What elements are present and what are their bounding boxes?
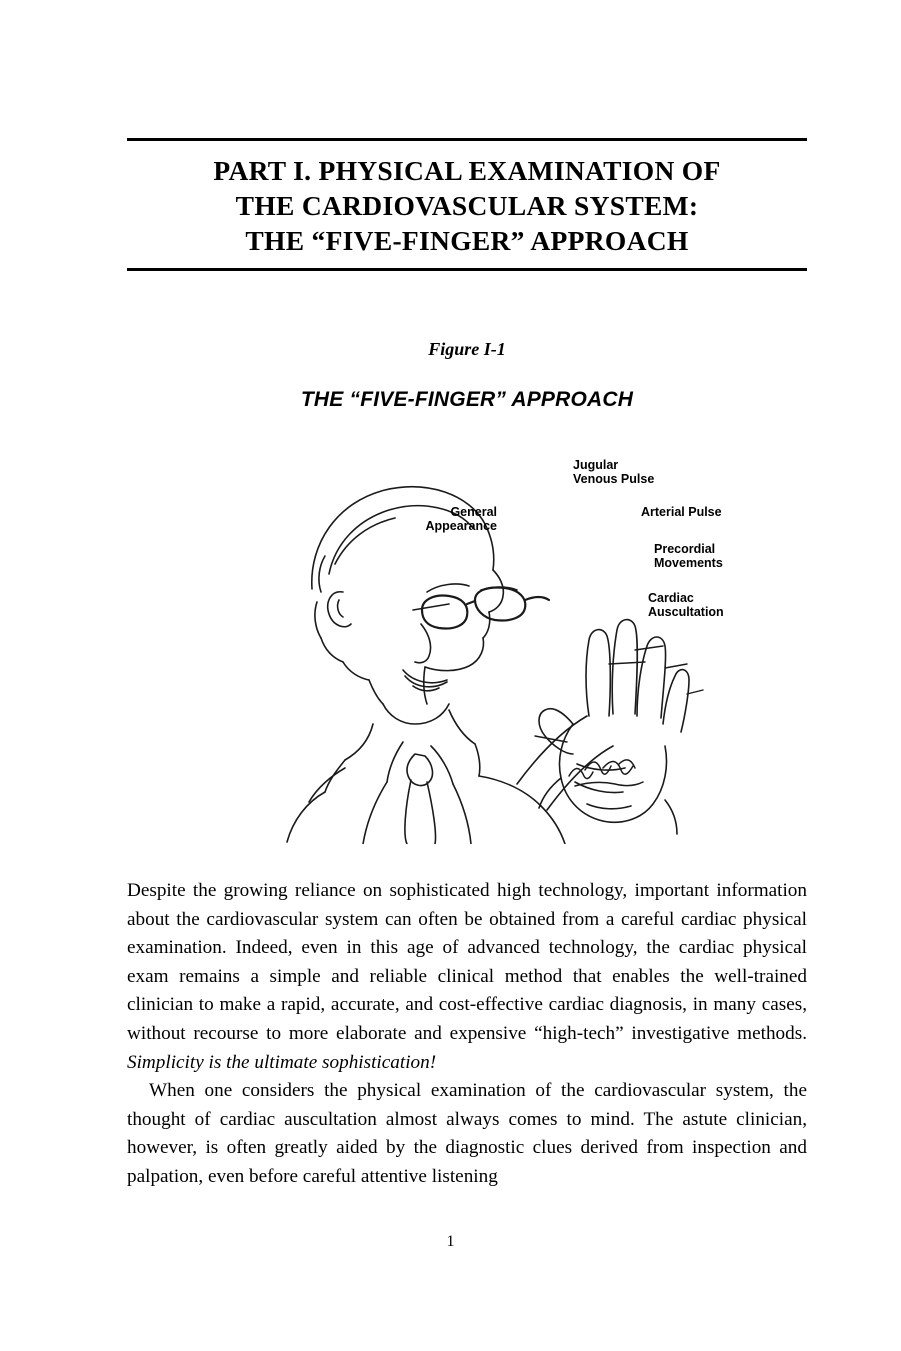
callout-cardiac-auscultation [648, 591, 724, 619]
callout-line: Cardiac [648, 591, 694, 605]
callout-line: Jugular [573, 458, 619, 472]
callout-line: Appearance [425, 519, 497, 533]
callout-jugular-venous-pulse [573, 458, 654, 486]
callout-line: General [450, 505, 497, 519]
title-rule-bottom [127, 268, 807, 271]
callout-general-appearance [367, 505, 497, 533]
callout-line: Venous Pulse [573, 472, 655, 486]
callout-line: Movements [654, 556, 723, 570]
figure-title: THE “FIVE-FINGER” APPROACH [300, 388, 634, 411]
page-title-line-3: THE “FIVE-FINGER” APPROACH [245, 225, 689, 256]
callout-line: Auscultation [648, 605, 724, 619]
figure-container [127, 382, 807, 847]
body-text [127, 877, 807, 1192]
paragraph-1 [127, 877, 807, 1077]
callout-precordial-movements [654, 542, 723, 570]
callout-line: Arterial Pulse [641, 505, 722, 519]
artist-signature [569, 760, 643, 786]
page-content [127, 138, 807, 1192]
callout-arterial-pulse [641, 505, 722, 519]
page-number: 1 [446, 1233, 455, 1250]
paragraph-1-run-2: Simplicity is the ultimate sophistication! [127, 1051, 437, 1073]
five-finger-approach-illustration [217, 424, 717, 844]
page-title [127, 141, 807, 268]
page-title-line-1: PART I. PHYSICAL EXAMINATION OF [213, 155, 721, 186]
paragraph-2-run-1: When one considers the physical examination of the cardiovascular system, the thought of cardiac auscultation almost always comes to mind. The astute clinician, however, is often greatly aided by the diagnostic clues derived from inspection and palpation, even before careful attentive listening [127, 1080, 807, 1187]
paragraph-1-run-1: Despite the growing reliance on sophisticated high technology, important information about the cardiovascular system can often be obtained from a careful cardiac physical examination. Indeed, even in this age of advanced technology, the cardiac physical exam remains a simple and reliable clinical method that enables the well-trained clinician to make a rapid, accurate, and cost-effective cardiac diagnosis, in many cases, without recourse to more elaborate and expensive “high-tech” investigative methods. [127, 880, 807, 1044]
callout-line: Precordial [654, 542, 716, 556]
figure-label: Figure I-1 [428, 339, 506, 359]
paragraph-2 [127, 1077, 807, 1191]
page-title-line-2: THE CARDIOVASCULAR SYSTEM: [235, 190, 699, 221]
